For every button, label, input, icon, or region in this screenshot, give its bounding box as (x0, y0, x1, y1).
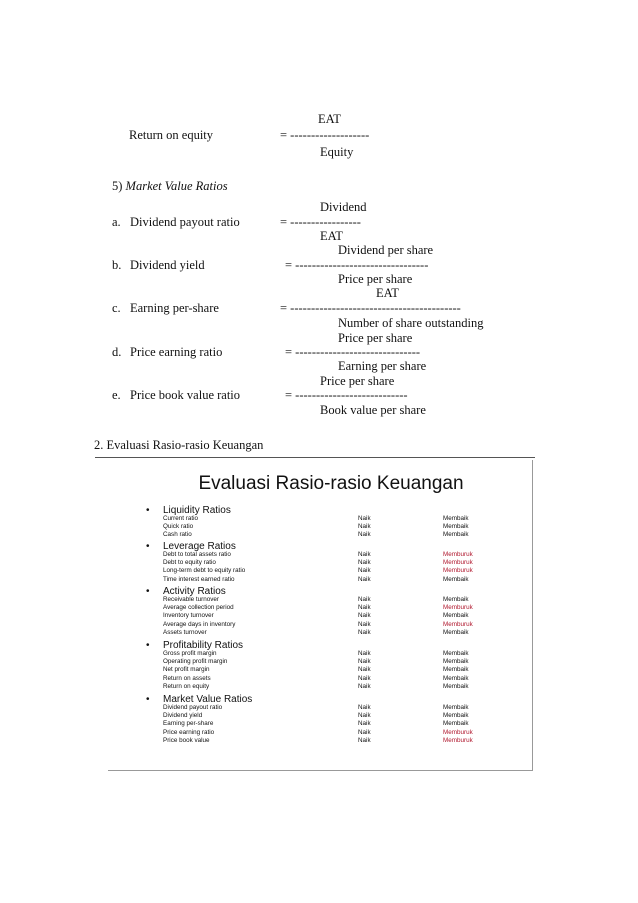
ratio-result: Membaik (443, 523, 469, 531)
ratio-name: Time interest earned ratio (163, 575, 235, 583)
ratio-change: Naik (358, 596, 371, 603)
ratio-change: Naik (358, 736, 371, 744)
slide-title: Evaluasi Rasio-rasio Keuangan (198, 473, 464, 494)
slide-top-border (95, 457, 535, 458)
ratio-change: Naik (358, 523, 371, 531)
formula-c-denominator: Number of share outstanding (338, 316, 484, 330)
ratio-result: Membaik (443, 712, 469, 720)
ratio-change: Naik (358, 666, 371, 674)
ratio-result: Membaik (443, 628, 469, 636)
ratio-name: Debt to total assets ratio (163, 551, 231, 558)
formula-c-fraction-line: = ----------------------------------------- (280, 301, 461, 315)
ratio-change: Naik (358, 658, 371, 666)
formula-b-letter: b. (112, 258, 122, 272)
ratio-name: Price earning ratio (163, 728, 215, 736)
ratio-change: Naik (358, 515, 371, 522)
formula-c-numerator: EAT (376, 286, 399, 300)
formula-e-letter: e. (112, 388, 121, 402)
ratio-name: Dividend yield (163, 712, 203, 720)
ratio-result: Membaik (443, 596, 469, 603)
ratio-name: Inventory turnover (163, 612, 214, 620)
section-bullet-icon: • (146, 640, 150, 651)
ratio-result: Membaik (443, 720, 469, 728)
ratio-change: Naik (358, 704, 371, 711)
ratio-change: Naik (358, 682, 371, 690)
ratio-change: Naik (358, 628, 371, 636)
ratio-section-heading: Liquidity Ratios (163, 505, 231, 516)
formula-d-letter: d. (112, 345, 122, 359)
ratio-name: Dividend payout ratio (163, 704, 223, 711)
ratio-result: Memburuk (443, 728, 473, 736)
formula-c-label: Earning per-share (130, 301, 219, 315)
formula-a-numerator: Dividend (320, 200, 367, 214)
ratio-result: Memburuk (443, 604, 473, 612)
formula-d-fraction-line: = ------------------------------ (285, 345, 421, 359)
ratio-change: Naik (358, 720, 371, 728)
ratio-name: Quick ratio (163, 523, 194, 531)
formula-d-label: Price earning ratio (130, 345, 223, 359)
ratio-result: Membaik (443, 531, 469, 539)
section-bullet-icon: • (146, 505, 150, 516)
ratio-result: Memburuk (443, 567, 473, 575)
formula-c-letter: c. (112, 301, 121, 315)
ratio-result: Memburuk (443, 559, 473, 567)
ratio-name: Average collection period (163, 604, 234, 612)
ratio-name: Average days in inventory (163, 620, 236, 628)
formula-b-denominator: Price per share (338, 272, 413, 286)
formula-e-numerator: Price per share (320, 374, 395, 388)
ratio-result: Membaik (443, 666, 469, 674)
ratio-name: Receivable turnover (163, 596, 220, 603)
formula-b-label: Dividend yield (130, 258, 205, 272)
ratio-change: Naik (358, 650, 371, 657)
ratio-change: Naik (358, 604, 371, 612)
formula-e-denominator: Book value per share (320, 403, 426, 417)
ratio-result: Membaik (443, 650, 469, 657)
ratio-name: Long-term debt to equity ratio (163, 567, 246, 575)
formula-a-fraction-line: = ----------------- (280, 215, 361, 229)
ratio-result: Membaik (443, 704, 469, 711)
formula-e-fraction-line: = --------------------------- (285, 388, 408, 402)
ratio-name: Current ratio (163, 515, 198, 522)
formula-b-numerator: Dividend per share (338, 243, 434, 257)
ratio-change: Naik (358, 531, 371, 539)
ratio-name: Net profit margin (163, 666, 210, 674)
ratio-change: Naik (358, 567, 371, 575)
formula-a-label: Dividend payout ratio (130, 215, 240, 229)
roe-numerator: EAT (318, 112, 341, 126)
ratio-result: Membaik (443, 674, 469, 682)
ratio-name: Debt to equity ratio (163, 559, 216, 567)
ratio-change: Naik (358, 674, 371, 682)
market-value-heading: 5) Market Value Ratios (112, 179, 228, 193)
ratio-change: Naik (358, 559, 371, 567)
ratio-result: Memburuk (443, 620, 473, 628)
ratio-result: Membaik (443, 612, 469, 620)
section-bullet-icon: • (146, 694, 150, 705)
ratio-result: Membaik (443, 682, 469, 690)
ratio-result: Membaik (443, 658, 469, 666)
ratio-section-heading: Activity Ratios (163, 586, 226, 597)
formula-a-denominator: EAT (320, 229, 343, 243)
formula-d-denominator: Earning per share (338, 359, 427, 373)
ratio-change: Naik (358, 728, 371, 736)
roe-denominator: Equity (320, 145, 354, 159)
ratio-name: Assets turnover (163, 628, 207, 636)
section-2-heading: 2. Evaluasi Rasio-rasio Keuangan (94, 438, 264, 452)
ratio-name: Price book value (163, 736, 210, 744)
ratio-change: Naik (358, 620, 371, 628)
formula-b-fraction-line: = -------------------------------- (285, 258, 429, 272)
formula-e-label: Price book value ratio (130, 388, 241, 402)
formula-d-numerator: Price per share (338, 331, 413, 345)
section-bullet-icon: • (146, 541, 150, 552)
ratio-name: Cash ratio (163, 531, 192, 539)
ratio-change: Naik (358, 712, 371, 720)
ratio-name: Earning per-share (163, 720, 214, 728)
ratio-name: Return on equity (163, 682, 210, 690)
ratio-result: Memburuk (443, 736, 473, 744)
roe-label: Return on equity (129, 128, 214, 142)
ratio-name: Return on assets (163, 674, 211, 682)
ratio-section-heading: Profitability Ratios (163, 640, 244, 651)
ratio-result: Membaik (443, 515, 469, 522)
ratio-change: Naik (358, 612, 371, 620)
ratio-section-heading: Leverage Ratios (163, 541, 236, 552)
ratio-name: Operating profit margin (163, 658, 228, 666)
ratio-section-heading: Market Value Ratios (163, 694, 253, 705)
ratio-result: Memburuk (443, 551, 473, 558)
section-bullet-icon: • (146, 586, 150, 597)
ratio-result: Membaik (443, 575, 469, 583)
roe-fraction-line: = ------------------- (280, 128, 370, 142)
ratio-change: Naik (358, 551, 371, 558)
ratio-change: Naik (358, 575, 371, 583)
ratio-name: Gross profit margin (163, 650, 217, 657)
formula-a-letter: a. (112, 215, 121, 229)
